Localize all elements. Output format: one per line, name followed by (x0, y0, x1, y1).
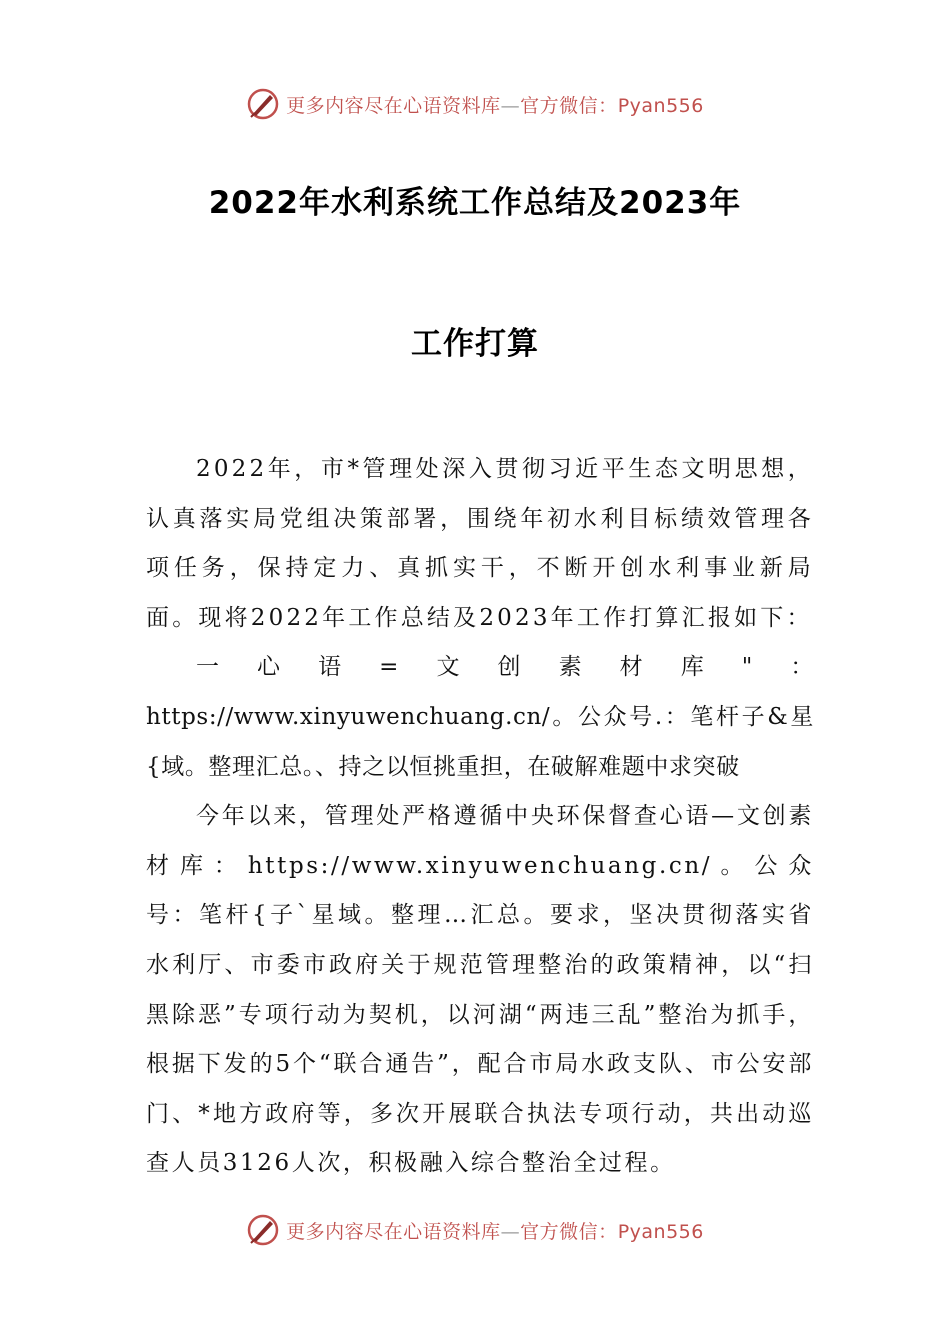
watermark-banner-bottom (0, 1210, 950, 1250)
document-body (146, 445, 814, 1189)
watermark-text: 更多内容尽在心语资料库—官方微信：Pyan556 (286, 94, 704, 117)
document-title-line-1: 2022年水利系统工作总结及2023年 (208, 185, 742, 221)
paragraph-2: 一心语=文创素材库"：https://www.xinyuwenchuang.cn/。公众号.：笔杆子&星{域。整理汇总。、持之以恒挑重担，在破解难题中求突破 (146, 654, 814, 780)
paragraph-1: 2022年，市*管理处深入贯彻习近平生态文明思想，认真落实局党组决策部署，围绕年初水利目标绩效管理各项任务，保持定力、真抓实干，不断开创水利事业新局面。现将2022年工作总结及2023年工作打算汇报如下： (146, 456, 814, 631)
quill-logo-icon (246, 87, 280, 121)
document-title-line-2: 工作打算 (411, 326, 539, 362)
paragraph-3: 今年以来，管理处严格遵循中央环保督查心语—文创素材库：https://www.xinyuwenchuang.cn/。公众号：笔杆{子`星域。整理…汇总。要求，坚决贯彻落实省水利厅、市委市政府关于规范管理整治的政策精神，以“扫黑除恶”专项行动为契机，以河湖“两违三乱”整治为抓手，根据下发的5个“联合通告”，配合市局水政支队、市公安部门、*地方政府等，多次开展联合执法专项行动，共出动巡查人员3126人次，积极融入综合整治全过程。 (146, 803, 814, 1177)
watermark-banner-top (0, 84, 950, 124)
watermark-text: 更多内容尽在心语资料库—官方微信：Pyan556 (286, 1220, 704, 1243)
quill-logo-icon (246, 1213, 280, 1247)
